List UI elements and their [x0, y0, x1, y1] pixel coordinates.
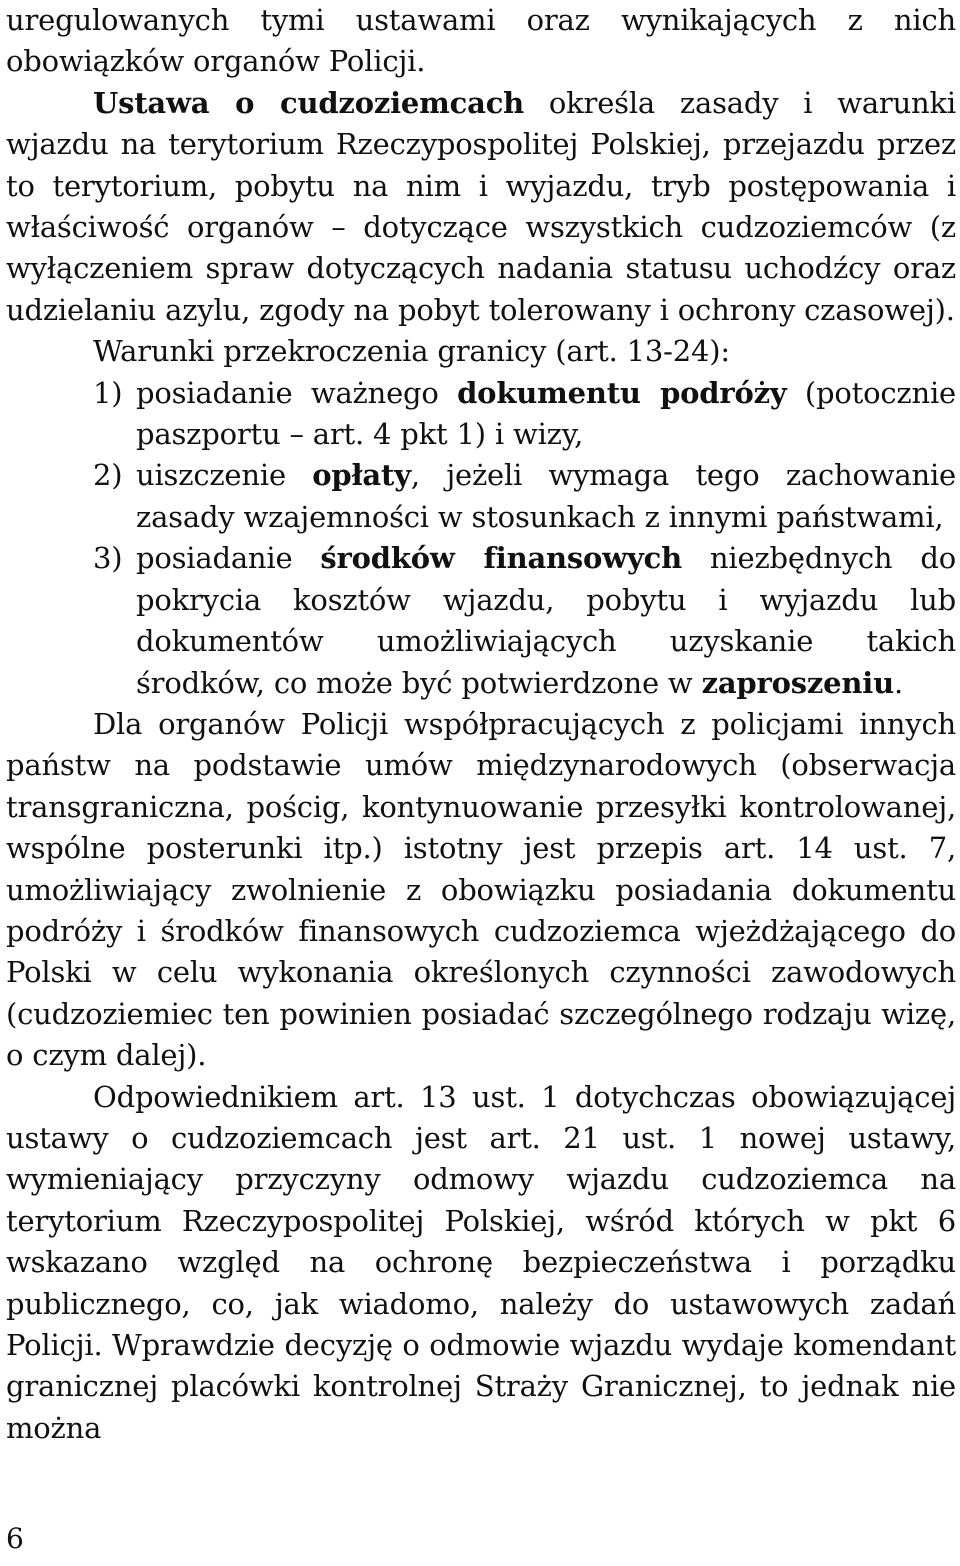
bold-term: opłaty	[312, 458, 411, 493]
list-item	[6, 455, 956, 538]
bold-term: zaproszeniu	[701, 665, 894, 700]
bold-term: środków finansowych	[320, 541, 682, 576]
paragraph-ustawa-text: określa zasady i warunki wjazdu na terytorium Rzeczypospolitej Polskiej, przejazdu przez to terytorium, pobytu na nim i wyjazdu, tryb postępowania i właściwość organów – dotyczące wszystkich cudzoziemców (z wyłączeniem spraw dotyczących nadania statusu uchodźcy oraz udzielaniu azylu, zgody na pobyt tolerowany i ochrony czasowej).	[6, 85, 956, 327]
list-item-text: posiadanie	[136, 541, 321, 576]
list-item-number: 1)	[93, 375, 123, 410]
paragraph-continuation: uregulowanych tymi ustawami oraz wynikających z nich obowiązków organów Policji.	[6, 3, 956, 79]
list-item-text: uiszczenie	[136, 458, 313, 493]
bold-term: dokumentu podróży	[457, 375, 787, 410]
warunki-heading: Warunki przekroczenia granicy (art. 13-24):	[93, 334, 730, 369]
list-item-number: 3)	[93, 541, 123, 576]
paragraph-policja: Dla organów Policji współpracujących z policjami innych państw na podstawie umów międzynarodowych (obserwacja transgraniczna, pościg, kontynuowanie przesyłki kontrolowanej, wspólne posterunki itp.) istotny jest przepis art. 14 ust. 7, umożliwiający zwolnienie z obowiązku posiadania dokumentu podróży i środków finansowych cudzoziemca wjeżdżającego do Polski w celu wykonania określonych czynności zawodowych (cudzoziemiec ten powinien posiadać szczególnego rodzaju wizę, o czym dalej).	[6, 706, 956, 1073]
bold-term-ustawa: Ustawa o cudzoziemcach	[93, 85, 525, 120]
conditions-list	[6, 373, 956, 704]
paragraph-ustawa	[6, 83, 956, 331]
list-item-text: posiadanie ważnego	[136, 375, 458, 410]
list-item-number: 2)	[93, 458, 123, 493]
list-item	[6, 373, 956, 456]
page-number: 6	[6, 1522, 24, 1555]
list-item-text: .	[893, 665, 903, 700]
list-item	[6, 538, 956, 704]
paragraph-odpowiednikiem: Odpowiednikiem art. 13 ust. 1 dotychczas obowiązującej ustawy o cudzoziemcach jest art. 21 ust. 1 nowej ustawy, wymieniający przyczyny odmowy wjazdu cudzoziemca na terytorium Rzeczypospolitej Polskiej, wśród których w pkt 6 wskazano względ na ochronę bezpieczeństwa i porządku publicznego, co, jak wiadomo, należy do ustawowych zadań Policji. Wprawdzie decyzję o odmowie wjazdu wydaje komendant granicznej placówki kontrolnej Straży Granicznej, to jednak nie można	[6, 1079, 956, 1445]
document-body	[6, 0, 956, 1449]
list-item-text: , jeżeli wymaga tego zachowanie zasady wzajemności w stosunkach z innymi państwami,	[136, 458, 956, 534]
list-item-text: (potocznie paszportu – art. 4 pkt 1) i wizy,	[136, 375, 956, 452]
list-item-text: niezbędnych do pokrycia kosztów wjazdu, pobytu i wyjazdu lub dokumentów umożliwiających uzyskanie takich środków, co może być potwierdzone w	[136, 541, 956, 700]
